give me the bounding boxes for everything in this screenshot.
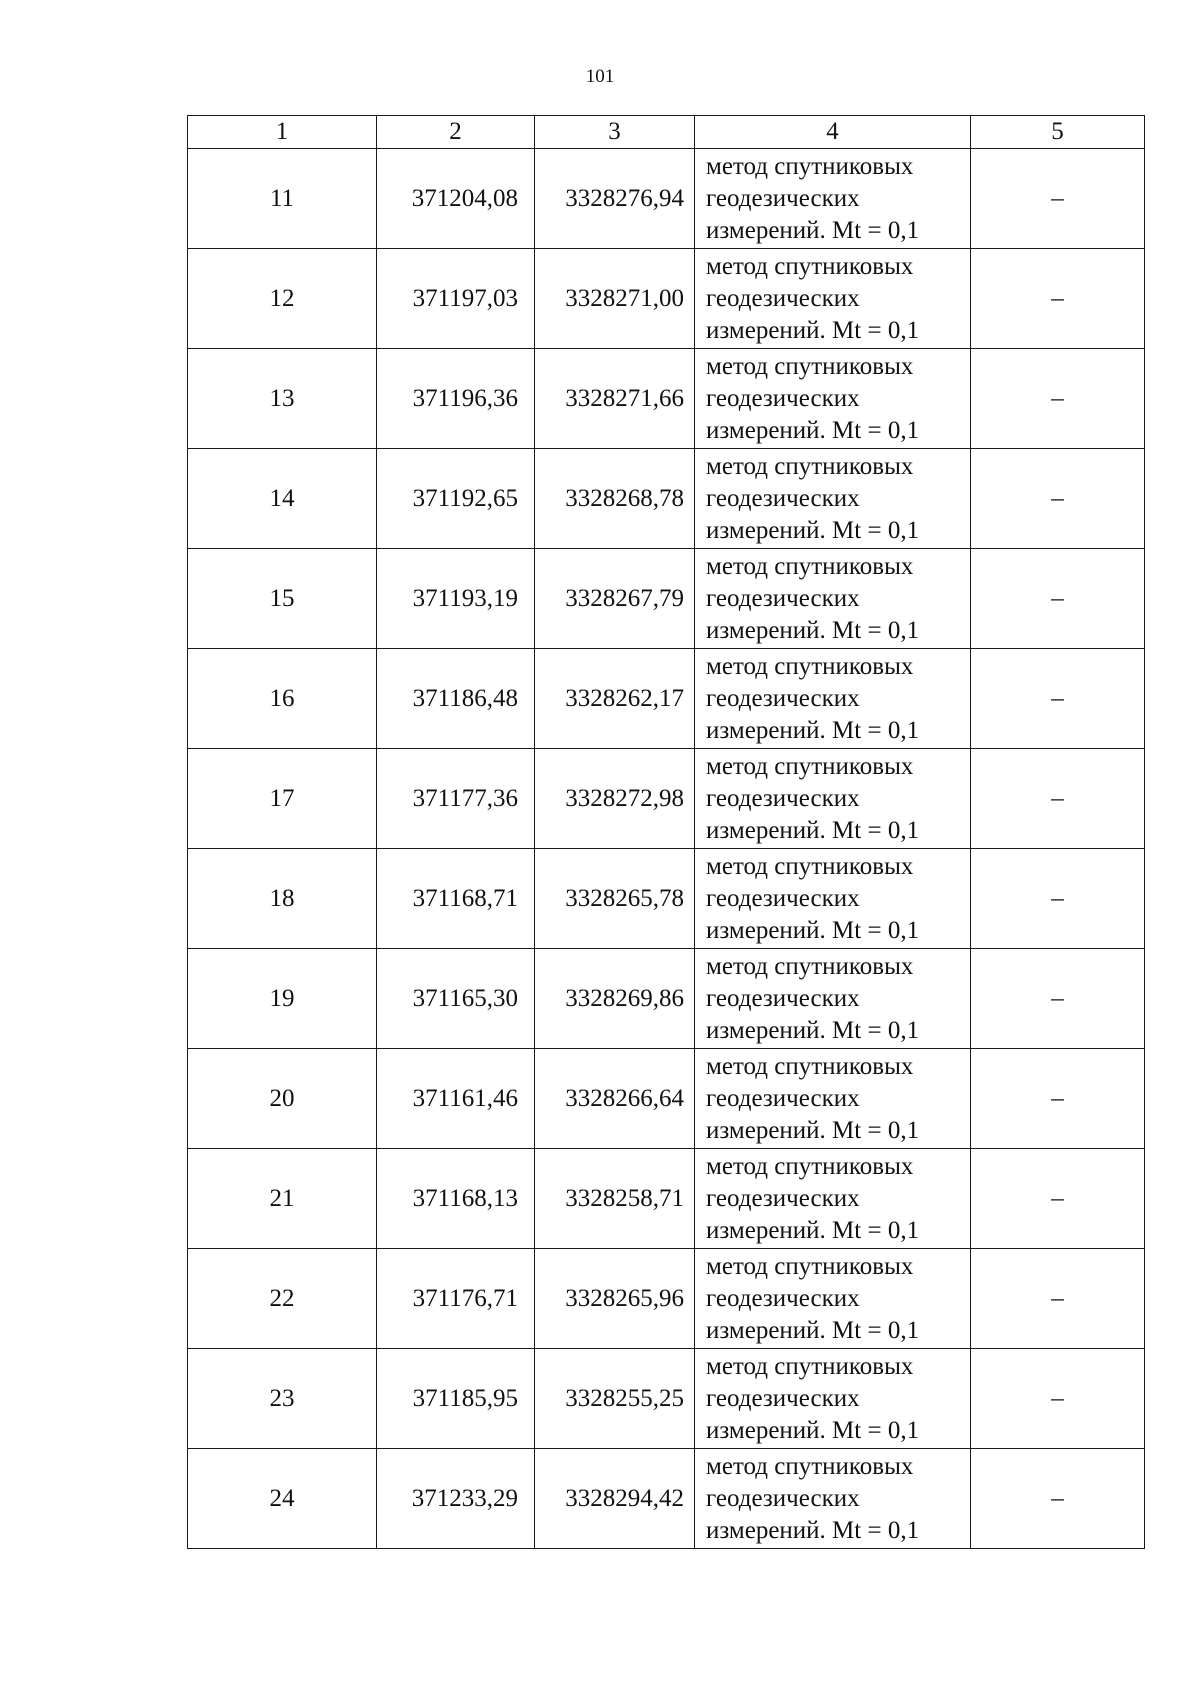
y-coordinate-cell: 3328255,25 bbox=[535, 1349, 695, 1449]
x-coordinate-cell: 371196,36 bbox=[377, 349, 535, 449]
method-line: измерений. Mt = 0,1 bbox=[706, 316, 920, 344]
y-coordinate-cell: 3328265,96 bbox=[535, 1249, 695, 1349]
y-coordinate-cell: 3328267,79 bbox=[535, 549, 695, 649]
table-header-row bbox=[188, 116, 1145, 149]
method-line: метод спутниковых bbox=[706, 1452, 914, 1480]
x-coordinate-cell: 371161,46 bbox=[377, 1049, 535, 1149]
table-row bbox=[188, 1349, 1145, 1449]
table-row bbox=[188, 349, 1145, 449]
x-coordinate-cell: 371185,95 bbox=[377, 1349, 535, 1449]
x-coordinate-cell: 371168,13 bbox=[377, 1149, 535, 1249]
method-cell bbox=[695, 449, 971, 549]
method-line: метод спутниковых bbox=[706, 252, 914, 280]
table-row bbox=[188, 449, 1145, 549]
note-cell: – bbox=[971, 1449, 1145, 1549]
method-cell bbox=[695, 1149, 971, 1249]
note-cell: – bbox=[971, 949, 1145, 1049]
method-line: измерений. Mt = 0,1 bbox=[706, 1316, 920, 1344]
x-coordinate-cell: 371204,08 bbox=[377, 149, 535, 249]
table-row bbox=[188, 949, 1145, 1049]
point-number-cell: 19 bbox=[188, 949, 377, 1049]
note-cell: – bbox=[971, 1049, 1145, 1149]
method-line: метод спутниковых bbox=[706, 1252, 914, 1280]
point-number-cell: 17 bbox=[188, 749, 377, 849]
method-line: измерений. Mt = 0,1 bbox=[706, 1116, 920, 1144]
point-number-cell: 13 bbox=[188, 349, 377, 449]
method-line: измерений. Mt = 0,1 bbox=[706, 416, 920, 444]
point-number-cell: 18 bbox=[188, 849, 377, 949]
method-line: геодезических bbox=[706, 184, 860, 212]
method-cell bbox=[695, 249, 971, 349]
method-cell bbox=[695, 949, 971, 1049]
note-cell: – bbox=[971, 849, 1145, 949]
method-cell bbox=[695, 1049, 971, 1149]
y-coordinate-cell: 3328266,64 bbox=[535, 1049, 695, 1149]
note-cell: – bbox=[971, 649, 1145, 749]
note-cell: – bbox=[971, 449, 1145, 549]
header-cell-4: 4 bbox=[695, 116, 971, 149]
method-line: измерений. Mt = 0,1 bbox=[706, 1016, 920, 1044]
point-number-cell: 23 bbox=[188, 1349, 377, 1449]
y-coordinate-cell: 3328258,71 bbox=[535, 1149, 695, 1249]
y-coordinate-cell: 3328272,98 bbox=[535, 749, 695, 849]
table-row bbox=[188, 1149, 1145, 1249]
method-line: геодезических bbox=[706, 1184, 860, 1212]
y-coordinate-cell: 3328276,94 bbox=[535, 149, 695, 249]
x-coordinate-cell: 371192,65 bbox=[377, 449, 535, 549]
note-cell: – bbox=[971, 249, 1145, 349]
method-line: метод спутниковых bbox=[706, 1052, 914, 1080]
point-number-cell: 21 bbox=[188, 1149, 377, 1249]
method-line: метод спутниковых bbox=[706, 852, 914, 880]
method-line: измерений. Mt = 0,1 bbox=[706, 816, 920, 844]
note-cell: – bbox=[971, 1249, 1145, 1349]
method-line: измерений. Mt = 0,1 bbox=[706, 216, 920, 244]
method-line: геодезических bbox=[706, 984, 860, 1012]
method-cell bbox=[695, 149, 971, 249]
method-line: метод спутниковых bbox=[706, 352, 914, 380]
header-cell-3: 3 bbox=[535, 116, 695, 149]
point-number-cell: 22 bbox=[188, 1249, 377, 1349]
coordinates-table bbox=[187, 115, 1145, 1549]
method-line: метод спутниковых bbox=[706, 952, 914, 980]
method-line: метод спутниковых bbox=[706, 1352, 914, 1380]
y-coordinate-cell: 3328294,42 bbox=[535, 1449, 695, 1549]
note-cell: – bbox=[971, 749, 1145, 849]
x-coordinate-cell: 371186,48 bbox=[377, 649, 535, 749]
method-line: геодезических bbox=[706, 1384, 860, 1412]
table-row bbox=[188, 1249, 1145, 1349]
y-coordinate-cell: 3328262,17 bbox=[535, 649, 695, 749]
table-row bbox=[188, 1449, 1145, 1549]
method-cell bbox=[695, 1349, 971, 1449]
header-cell-2: 2 bbox=[377, 116, 535, 149]
method-line: геодезических bbox=[706, 884, 860, 912]
table-row bbox=[188, 1049, 1145, 1149]
method-cell bbox=[695, 549, 971, 649]
table-row bbox=[188, 249, 1145, 349]
page-number: 101 bbox=[585, 66, 615, 87]
y-coordinate-cell: 3328271,66 bbox=[535, 349, 695, 449]
method-line: геодезических bbox=[706, 1484, 860, 1512]
point-number-cell: 16 bbox=[188, 649, 377, 749]
header-cell-5: 5 bbox=[971, 116, 1145, 149]
y-coordinate-cell: 3328265,78 bbox=[535, 849, 695, 949]
method-line: геодезических bbox=[706, 384, 860, 412]
x-coordinate-cell: 371176,71 bbox=[377, 1249, 535, 1349]
method-line: измерений. Mt = 0,1 bbox=[706, 1216, 920, 1244]
method-cell bbox=[695, 349, 971, 449]
note-cell: – bbox=[971, 149, 1145, 249]
note-cell: – bbox=[971, 1149, 1145, 1249]
y-coordinate-cell: 3328268,78 bbox=[535, 449, 695, 549]
point-number-cell: 24 bbox=[188, 1449, 377, 1549]
method-cell bbox=[695, 849, 971, 949]
method-line: измерений. Mt = 0,1 bbox=[706, 616, 920, 644]
note-cell: – bbox=[971, 549, 1145, 649]
method-line: измерений. Mt = 0,1 bbox=[706, 1416, 920, 1444]
method-line: измерений. Mt = 0,1 bbox=[706, 716, 920, 744]
y-coordinate-cell: 3328271,00 bbox=[535, 249, 695, 349]
table-row bbox=[188, 649, 1145, 749]
method-line: геодезических bbox=[706, 1284, 860, 1312]
method-line: измерений. Mt = 0,1 bbox=[706, 916, 920, 944]
point-number-cell: 14 bbox=[188, 449, 377, 549]
note-cell: – bbox=[971, 1349, 1145, 1449]
method-line: геодезических bbox=[706, 484, 860, 512]
method-line: геодезических bbox=[706, 284, 860, 312]
method-line: геодезических bbox=[706, 1084, 860, 1112]
method-line: метод спутниковых bbox=[706, 1152, 914, 1180]
method-line: метод спутниковых bbox=[706, 152, 914, 180]
table-body bbox=[188, 116, 1145, 1549]
method-line: измерений. Mt = 0,1 bbox=[706, 1516, 920, 1544]
method-line: геодезических bbox=[706, 584, 860, 612]
method-line: геодезических bbox=[706, 684, 860, 712]
y-coordinate-cell: 3328269,86 bbox=[535, 949, 695, 1049]
point-number-cell: 12 bbox=[188, 249, 377, 349]
point-number-cell: 11 bbox=[188, 149, 377, 249]
method-cell bbox=[695, 649, 971, 749]
table-row bbox=[188, 849, 1145, 949]
method-line: метод спутниковых bbox=[706, 552, 914, 580]
method-cell bbox=[695, 749, 971, 849]
method-line: метод спутниковых bbox=[706, 752, 914, 780]
method-cell bbox=[695, 1249, 971, 1349]
point-number-cell: 15 bbox=[188, 549, 377, 649]
method-line: метод спутниковых bbox=[706, 652, 914, 680]
method-line: геодезических bbox=[706, 784, 860, 812]
x-coordinate-cell: 371193,19 bbox=[377, 549, 535, 649]
x-coordinate-cell: 371197,03 bbox=[377, 249, 535, 349]
x-coordinate-cell: 371168,71 bbox=[377, 849, 535, 949]
table-row bbox=[188, 749, 1145, 849]
x-coordinate-cell: 371165,30 bbox=[377, 949, 535, 1049]
point-number-cell: 20 bbox=[188, 1049, 377, 1149]
table-row bbox=[188, 149, 1145, 249]
note-cell: – bbox=[971, 349, 1145, 449]
x-coordinate-cell: 371177,36 bbox=[377, 749, 535, 849]
table-row bbox=[188, 549, 1145, 649]
header-cell-1: 1 bbox=[188, 116, 377, 149]
x-coordinate-cell: 371233,29 bbox=[377, 1449, 535, 1549]
method-cell bbox=[695, 1449, 971, 1549]
method-line: измерений. Mt = 0,1 bbox=[706, 516, 920, 544]
method-line: метод спутниковых bbox=[706, 452, 914, 480]
